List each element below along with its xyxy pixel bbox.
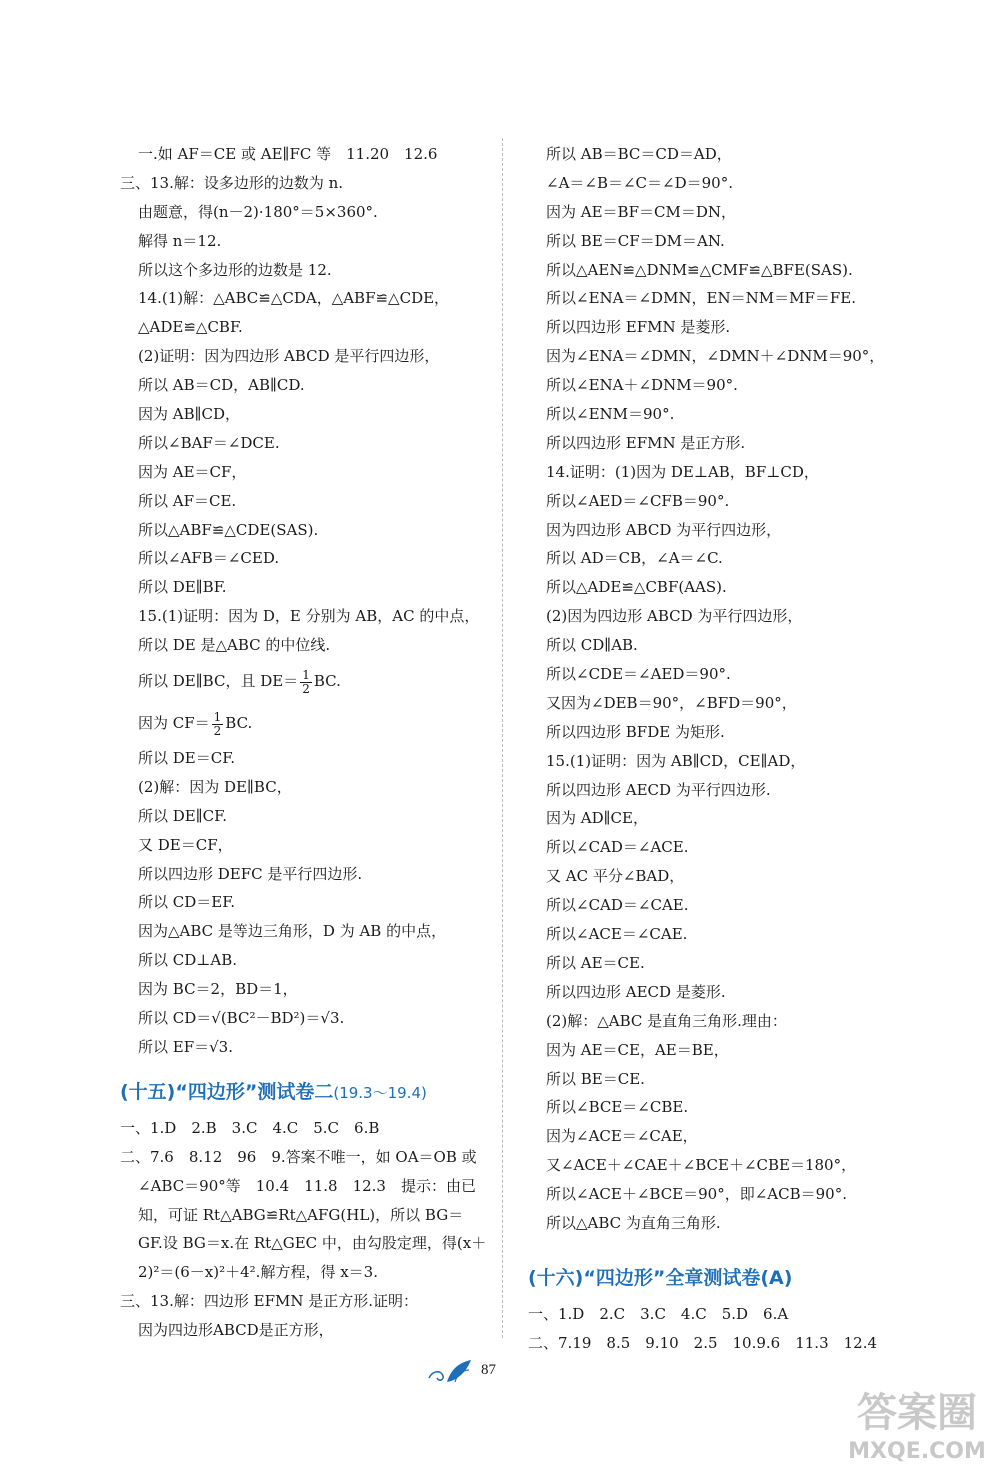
watermark-logo [846,1378,988,1468]
answer-line: 三、13.解：四边形 EFMN 是正方形.证明： [120,1292,419,1311]
answer-line: 所以∠CDE＝∠AED＝90°. [546,665,731,684]
answer-line: (2)因为四边形 ABCD 为平行四边形， [546,607,803,626]
answer-line: 因为∠ACE＝∠CAE， [546,1127,698,1146]
answer-line: ∠ABC＝90°等 10.4 11.8 12.3 提示：由已 [138,1176,476,1195]
page-number: 87 [481,1362,496,1378]
watermark-text: 答案圈 [857,1390,977,1436]
answer-line: 所以四边形 BFDE 为矩形. [546,722,725,741]
answer-line: 所以∠ENA＋∠DNM＝90°. [546,376,738,395]
fraction-numerator: 1 [302,667,310,682]
leaf-ornament-icon [425,1356,475,1386]
fraction-numerator: 1 [213,709,222,724]
line-text: 所以 DE∥BC，且 DE＝ [138,672,299,691]
answer-line: 又∠ACE＋∠CAE＋∠BCE＋∠CBE＝180°， [546,1156,857,1175]
answer-line: 所以四边形 DEFC 是平行四边形. [138,864,363,883]
fraction-denominator: 2 [213,723,222,738]
spacer [528,1238,900,1248]
right-column [528,140,900,1358]
answer-line: 所以∠BCE＝∠CBE. [546,1098,689,1117]
answer-line: 所以∠CAD＝∠CAE. [546,896,689,915]
answer-line: 所以△ADE≌△CBF(AAS). [546,578,727,597]
answer-line: 二、7.19 8.5 9.10 2.5 10.9.6 11.3 12.4 [528,1333,878,1352]
answer-line: 所以∠AED＝∠CFB＝90°. [546,491,730,510]
answer-line: 所以∠ENA＝∠DMN，EN＝NM＝MF＝FE. [546,289,857,308]
answer-line: 所以∠CAD＝∠ACE. [546,838,689,857]
answer-line: 所以 EF＝√3. [138,1037,233,1056]
answer-line: 所以 CD∥AB. [546,636,638,655]
answer-line: 所以∠ACE＋∠BCE＝90°，即∠ACB＝90°. [546,1185,847,1204]
answer-line: 因为四边形ABCD是正方形， [138,1321,334,1340]
answer-line: 因为 AE＝CF， [138,462,247,481]
answer-line: 15.(1)证明：因为 D，E 分别为 AB，AC 的中点， [138,607,480,626]
answer-line: 因为 AE＝BF＝CM＝DN， [546,202,736,221]
answer-line: GF.设 BG＝x.在 Rt△GEC 中，由勾股定理，得(x＋ [138,1234,487,1253]
answer-line: 所以 CD＝√(BC²－BD²)＝√3. [138,1009,345,1028]
answer-line: 2)²＝(6－x)²＋4².解方程，得 x＝3. [138,1263,378,1282]
answer-line: 所以 DE∥BF. [138,578,227,597]
answer-line: 所以四边形 AECD 为平行四边形. [546,780,771,799]
section-title: (十五)“四边形”测试卷二 [120,1080,334,1103]
answer-line: 所以 AD＝CB，∠A＝∠C. [546,549,723,568]
answer-line: 所以△AEN≌△DNM≌△CMF≌△BFE(SAS). [546,260,853,279]
answer-line: 15.(1)证明：因为 AB∥CD，CE∥AD， [546,751,806,770]
answer-line: 因为∠ENA＝∠DMN，∠DMN＋∠DNM＝90°， [546,347,885,366]
answer-line: 解得 n＝12. [138,231,222,250]
answer-line: (2)解：因为 DE∥BC， [138,777,292,796]
answer-line: 所以 CD＝EF. [138,893,236,912]
left-column [120,140,492,1345]
fraction-denominator: 2 [302,681,310,696]
answer-line: 因为 AE＝CE，AE＝BE， [546,1040,729,1059]
answer-line: 所以 BE＝CE. [546,1069,645,1088]
answer-line: 三、13.解：设多边形的边数为 n. [120,173,344,192]
section-heading-15 [120,1070,492,1114]
answer-line: 由题意，得(n－2)·180°＝5×360°. [138,202,378,221]
answer-line: 又 DE＝CF， [138,835,233,854]
answer-line: 所以这个多边形的边数是 12. [138,260,332,279]
answer-line: 因为 BC＝2，BD＝1， [138,980,298,999]
line-text: BC. [225,714,253,733]
answer-line: 所以 AB＝CD，AB∥CD. [138,376,305,395]
answer-line: 所以∠AFB＝∠CED. [138,549,280,568]
answer-line: ∠A＝∠B＝∠C＝∠D＝90°. [546,173,733,192]
answer-line: △ADE≌△CBF. [138,318,243,337]
answer-line: 所以四边形 EFMN 是菱形. [546,318,731,337]
answer-line: (2)证明：因为四边形 ABCD 是平行四边形， [138,347,440,366]
answer-line: 因为△ABC 是等边三角形，D 为 AB 的中点， [138,922,447,941]
answer-line: 知，可证 Rt△ABG≌Rt△AFG(HL)，所以 BG＝ [138,1205,464,1224]
answer-line: 所以∠ACE＝∠CAE. [546,925,688,944]
answer-line: 所以 AB＝BC＝CD＝AD， [546,145,732,163]
answer-line: 又因为∠DEB＝90°，∠BFD＝90°， [546,693,797,712]
column-divider [502,138,503,1338]
section-heading-16 [528,1256,900,1300]
answer-line: 因为 AD∥CE， [546,809,648,828]
answer-line: 二、7.6 8.12 96 9.答案不唯一，如 OA＝OB 或 [120,1147,477,1166]
answer-line: 一.如 AF＝CE 或 AE∥FC 等 11.20 12.6 [138,145,438,163]
fraction [212,711,224,738]
answer-line: 又 AC 平分∠BAD， [546,867,685,886]
answer-line-fraction [120,702,492,744]
line-text: 因为 CF＝ [138,714,210,733]
answer-line: (2)解：△ABC 是直角三角形.理由： [546,1011,787,1030]
answer-line: 所以 AF＝CE. [138,491,237,510]
answer-line: 因为四边形 ABCD 为平行四边形， [546,520,782,539]
section-title: (十六)“四边形”全章测试卷(A) [528,1266,793,1289]
answer-line: 所以∠BAF＝∠DCE. [138,433,280,452]
answer-line: 所以 BE＝CF＝DM＝AN. [546,231,725,250]
answer-line: 所以∠ENM＝90°. [546,405,675,424]
answer-line: 一、1.D 2.C 3.C 4.C 5.D 6.A [528,1304,789,1323]
answer-line: 14.证明：(1)因为 DE⊥AB，BF⊥CD， [546,462,819,481]
answer-line: 14.(1)解：△ABC≌△CDA，△ABF≌△CDE， [138,289,450,308]
answer-line: 所以△ABC 为直角三角形. [546,1213,721,1232]
answer-line: 所以 AE＝CE. [546,953,645,972]
answer-line: 所以 DE 是△ABC 的中位线. [138,636,331,655]
answer-line: 所以 CD⊥AB. [138,951,238,970]
answer-line: 所以四边形 EFMN 是正方形. [546,433,746,452]
line-text: BC. [313,672,341,691]
fraction [300,669,312,696]
answer-line-fraction [120,660,492,702]
answer-line: 所以 DE∥CF. [138,806,227,825]
answer-line: 因为 AB∥CD， [138,405,241,424]
answer-line: 所以△ABF≌△CDE(SAS). [138,520,319,539]
answer-line: 所以四边形 AECD 是菱形. [546,982,726,1001]
answer-line: 所以 DE＝CF. [138,749,236,768]
watermark-url: MXQE.COM [848,1439,986,1464]
section-range: (19.3～19.4) [333,1083,427,1102]
answer-line: 一、1.D 2.B 3.C 4.C 5.C 6.B [120,1118,380,1137]
